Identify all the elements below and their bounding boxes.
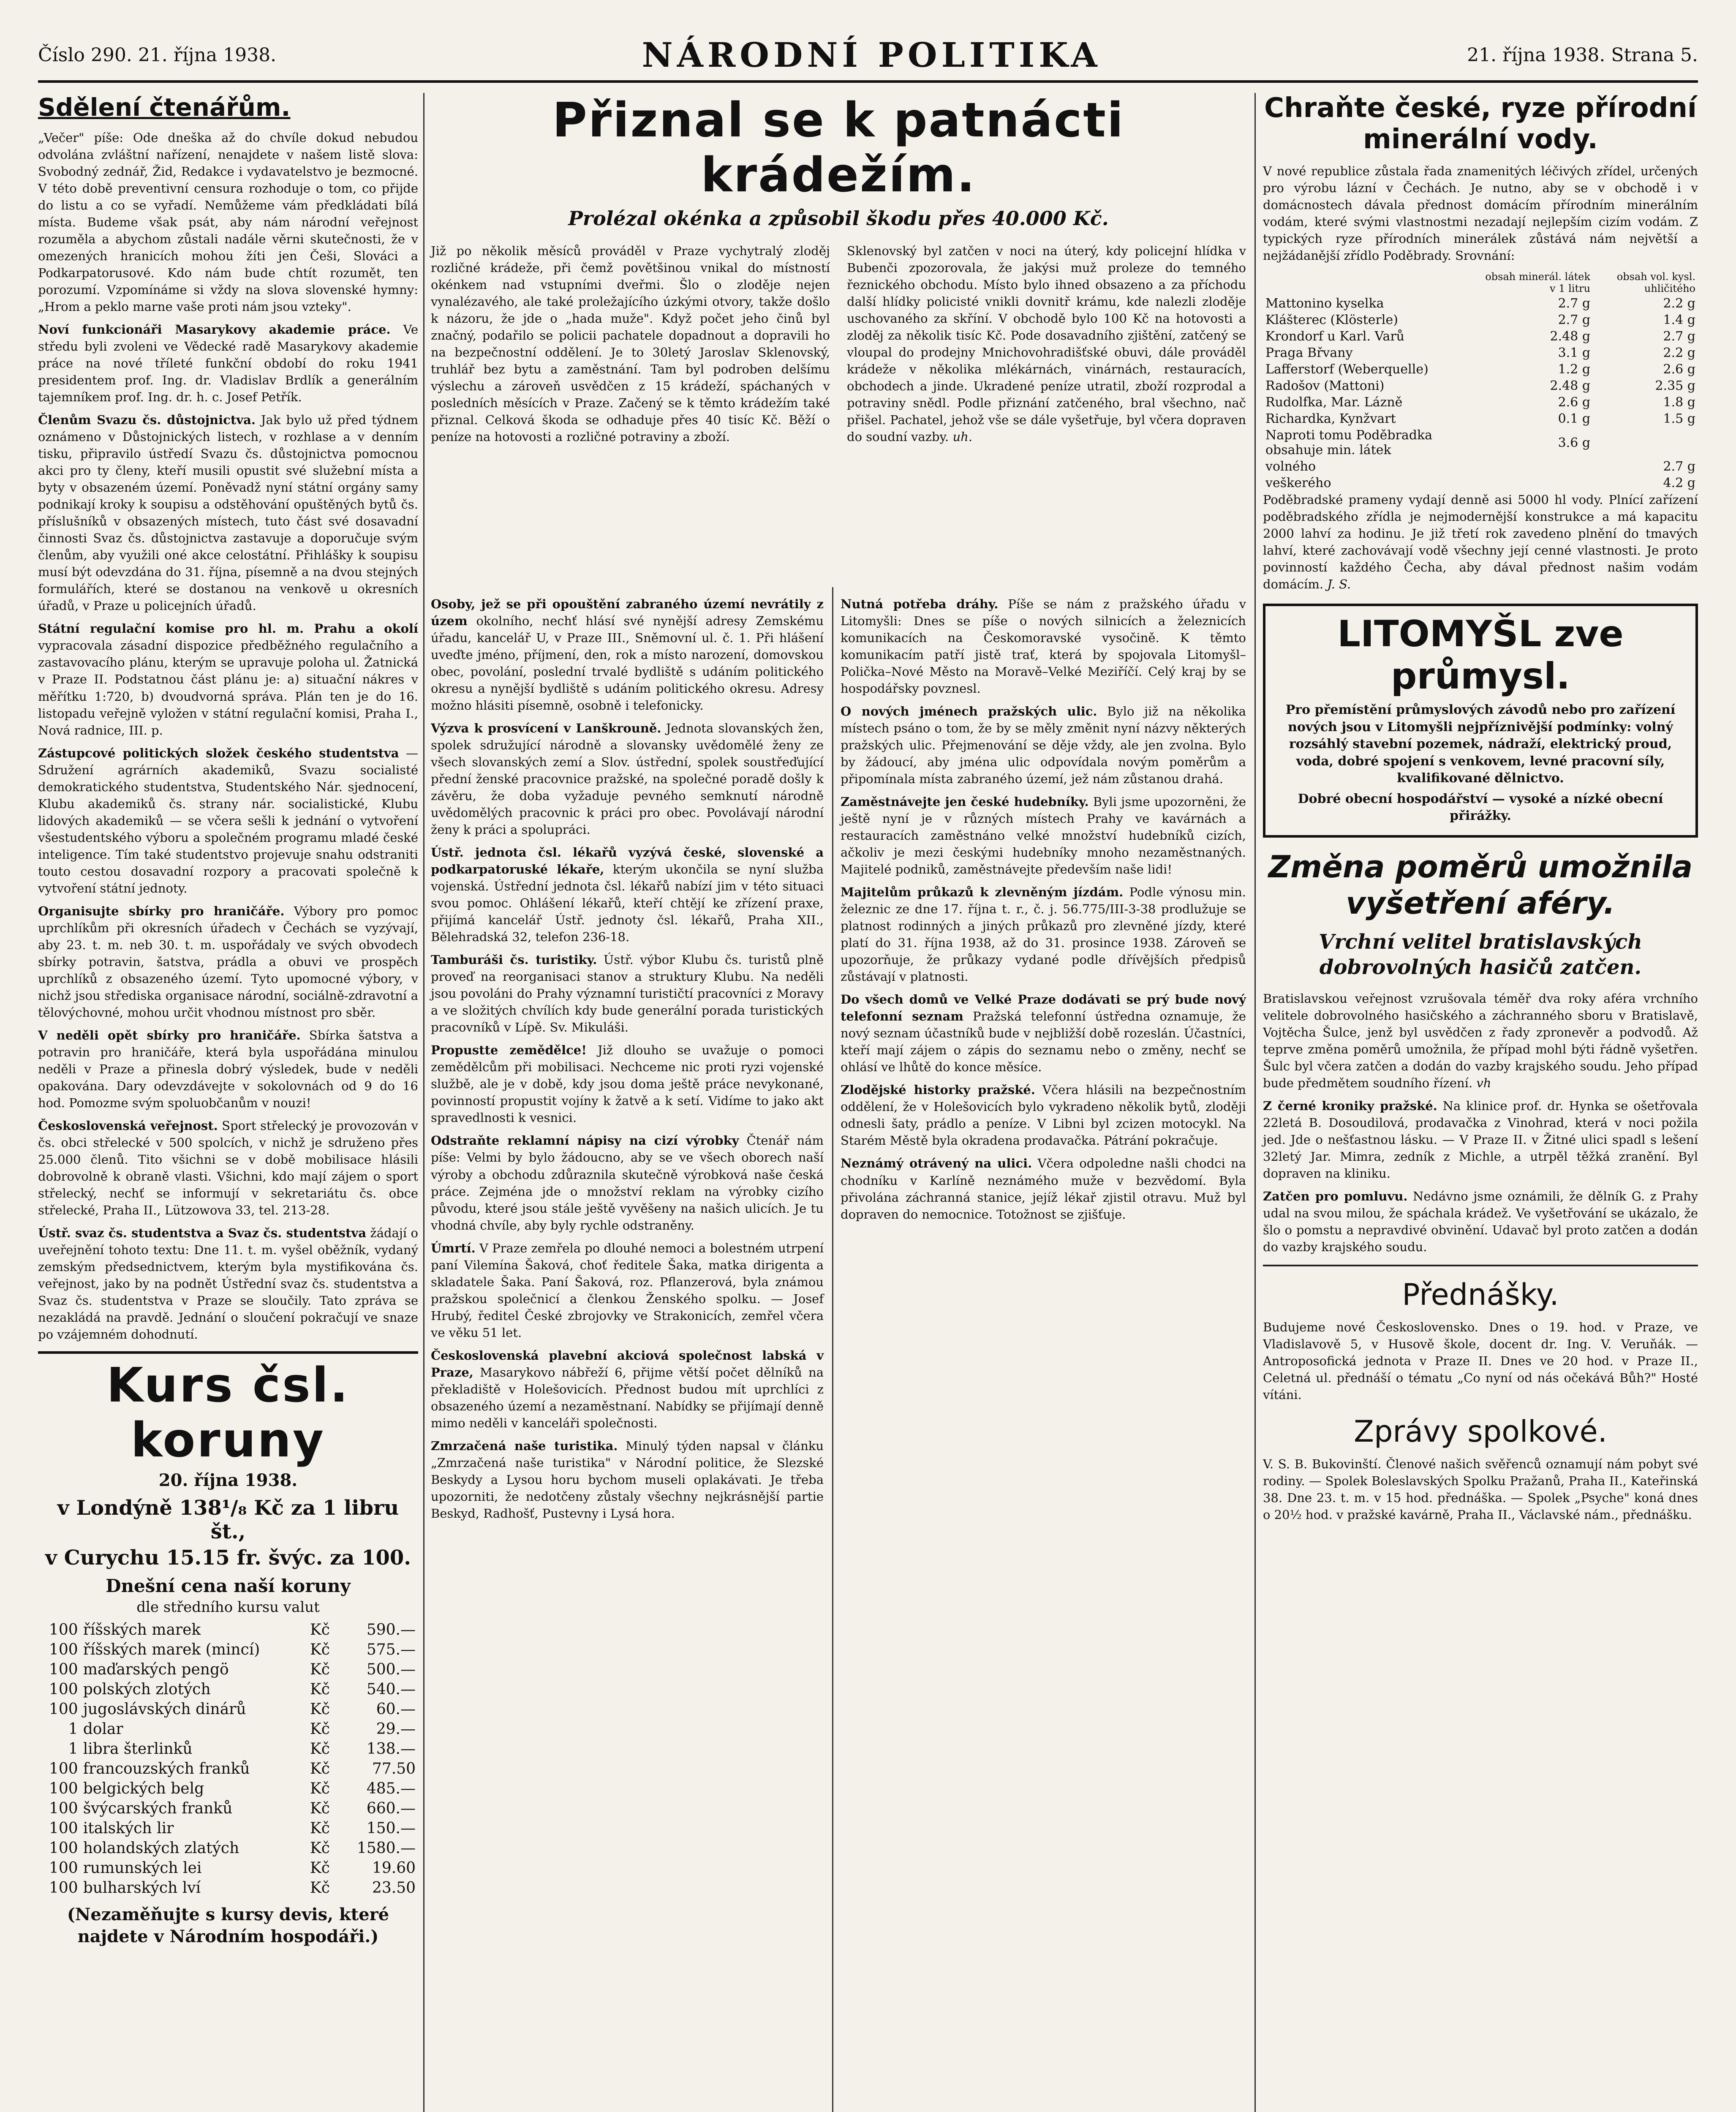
water-co2: 2.35 g <box>1655 378 1695 394</box>
society-news-text: V. S. B. Bukovinští. Členové našich svěřenců oznamují nám pobyt své rodiny. — Spolek Boleslavských Spolku Pražanů, Praha II., Kateřinská 38. Dne 23. t. m. v 15 hod. přednáška. — Spolek „Psyche" koná dnes o 20½ hod. v pražské kavárně, Praha II., Václavské nám., přednášku. <box>1263 1456 1698 1522</box>
mineral-water-row <box>1263 427 1698 458</box>
news-item-title: Členům Svazu čs. důstojnictva. <box>38 413 256 427</box>
rate-currency: francouzských franků <box>83 1760 250 1778</box>
rate-unit: Kč <box>310 1840 330 1857</box>
water-name: Naproti tomu Poděbradka obsahuje min. látek <box>1265 428 1433 458</box>
rate-value: 590.— <box>366 1621 416 1639</box>
news-item-text: Čtenář nám píše: Velmi by bylo žádoucno, aby se ve všech oborech naší výroby a obchodu zdůraznila skutečně výrobková naše česká práce. Zejména jde o množství reklam na výrobky cizího původu, které jsou stále ještě vyvěšeny na našich ulicích. Je tu vhodná chvíle, aby byly rychle odstraněny. <box>431 1133 824 1233</box>
news-item-title: Noví funkcionáři Masarykovy akademie práce. <box>38 322 391 337</box>
news-item-text: Sport střelecký je provozován v čs. obci střelecké v 500 spolcích, v nichž je sdruženo přes 25.000 členů. Tito všichni se v době mobilisace hlásili dobrovolně k obraně vlasti. Všichni, kdo mají zájem o sport střelecký, nechť se informují v sekretariátu čs. obce střelecké, Praha II., Lützowova 33, tel. 213-28. <box>38 1118 418 1217</box>
advert-text: Pro přemístění průmyslových závodů nebo pro zařízení nových jsou v Litomyšli nejpříznivější podmínky: volný rozsáhlý stavební pozemek, nádraží, elektrický proud, voda, dobré spojení s venkovem, levné pracovní síly, kvalifikované dělnictvo. <box>1285 702 1676 786</box>
news-item-title: Zlodějské historky pražské. <box>841 1083 1035 1097</box>
rate-amount: 100 <box>49 1780 78 1798</box>
news-item-title: Státní regulační komise pro hl. m. Prahu a okolí <box>38 621 418 636</box>
rate-amount: 100 <box>49 1760 78 1778</box>
lectures-heading: Přednášky. <box>1402 1277 1559 1312</box>
rate-amount: 100 <box>49 1840 78 1857</box>
news-item-title: Tamburáši čs. turistiky. <box>431 953 597 967</box>
rate-amount: 1 <box>68 1740 78 1758</box>
mineral-water-row <box>1263 345 1698 361</box>
mineral-water-row <box>1263 328 1698 345</box>
water-name: Radošov (Mattoni) <box>1265 378 1385 394</box>
news-item-text: Nedávno jsme oznámili, že dělník G. z Prahy udal na svou milou, že spáchala krádež. Ve vyšetřování se ukázalo, že šlo o pomstu a nepravdivé obvinění. Udavač byl proto zatčen a dodán do vazby krajského soudu. <box>1263 1189 1698 1254</box>
currency-rates-table <box>38 1620 418 1898</box>
news-item-text: Včera odpoledne našli chodci na chodníku v Karlíně neznámého muže v bezvědomí. Byla přivolána záchranná stanice, jejíž lékař zjistil otravu. Muž byl dopraven do nemocnice. Totožnost se zjišťuje. <box>841 1156 1246 1222</box>
water-name: Praga Břvany <box>1265 346 1353 361</box>
water-co2: 2.2 g <box>1663 296 1695 311</box>
news-item <box>431 596 824 714</box>
currency-note: (Nezaměňujte s kursy devis, které najdete v Národním hospodáři.) <box>67 1905 389 1947</box>
currency-rate-row <box>38 1640 418 1660</box>
water-name: veškerého <box>1265 476 1331 491</box>
rate-unit: Kč <box>310 1780 330 1798</box>
column-4 <box>1263 93 1698 1529</box>
rate-unit: Kč <box>310 1661 330 1679</box>
news-item-text: V Praze zemřela po dlouhé nemoci a bolestném utrpení paní Vilemína Šaková, choť ředitele Šaka, matka dirigenta a skladatele Šaka. Paní Šaková, roz. Pflanzerová, byla známou pražskou společnicí a členkou Ženského spolku. — Josef Hrubý, ředitel České zbrojovky ve Strakonicích, zemřel včera ve věku 51 let. <box>431 1241 824 1340</box>
news-item-text: Minulý týden napsal v článku „Zmrzačená naše turistika" v Národní politice, že Slezské Beskydy a Lysou horu bychom museli oplakávati. Je třeba upozorniti, že nedotčeny zůstaly všechny nejkrásnější partie Beskyd, Radhošť, Pustevny i Lysá hora. <box>431 1438 824 1521</box>
news-items <box>38 321 418 1343</box>
currency-rates-date: 20. října 1938. <box>158 1470 298 1491</box>
rate-unit: Kč <box>310 1641 330 1659</box>
currency-rate-row <box>38 1699 418 1719</box>
news-item <box>38 1027 418 1111</box>
rate-amount: 1 <box>68 1720 78 1738</box>
rate-currency: říšských marek (mincí) <box>83 1641 260 1659</box>
water-co2: 1.8 g <box>1663 395 1695 410</box>
rate-value: 1580.— <box>356 1840 416 1857</box>
news-item <box>431 720 824 838</box>
water-mineral: 2.7 g <box>1558 313 1591 328</box>
zmena-text <box>1263 990 1698 1091</box>
rate-currency: belgických belg <box>83 1780 204 1798</box>
news-item <box>431 951 824 1036</box>
water-co2: 1.4 g <box>1663 313 1695 328</box>
zmena-body: Bratislavskou veřejnost vzrušovala téměř dva roky aféra vrchního velitele dobrovolného hasičského a záchranného sboru v Bratislavě, Vojtěcha Šulce, jenž byl usvědčen z řady zpronevěr a podvodů. Až teprve změna poměrů umožnila, že případ mohl býti řádně vyšetřen. Šulc byl včera zatčen a dodán do vazby krajského soudu. Jeho případ bude předmětem soudního řízení. <box>1263 991 1698 1090</box>
news-item-title: Z černé kroniky pražské. <box>1263 1098 1437 1113</box>
news-item <box>1263 1188 1698 1255</box>
water-name: Lafferstorf (Weberquelle) <box>1265 362 1429 377</box>
rate-value: 575.— <box>366 1641 416 1659</box>
rate-value: 500.— <box>366 1661 416 1679</box>
mineral-water-row <box>1263 458 1698 475</box>
water-name: Rudolfka, Mar. Lázně <box>1265 395 1403 410</box>
news-item-title: Zástupcové politických složek českého studentstva <box>38 746 399 760</box>
main-story-paragraph <box>847 242 1246 445</box>
rate-value: 138.— <box>366 1740 416 1758</box>
currency-rate-row <box>38 1679 418 1699</box>
news-item-title: Odstraňte reklamní nápisy na cizí výrobky <box>431 1133 739 1148</box>
rate-basis: dle středního kursu valut <box>136 1599 320 1616</box>
news-item-text: Byli jsme upozorněni, že ještě nyní je v různých místech Prahy ve kavárnách a restauracích zaměstnáno velké množství hudebníků cizích, ačkoliv je mezi českými hudebníky mnoho nezaměstnaných. Majitelé podniků, zaměstnávejte především naše lidi! <box>841 795 1246 877</box>
advert-contact: Dobré obecní hospodářství — vysoké a nízké obecní přirážky. <box>1298 791 1663 824</box>
news-item-text: žádají o uveřejnění tohoto textu: Dne 11. t. m. vyšel oběžník, vydaný zemským předsednictvem, kterým byla mystifikována čs. veřejnost, jako by na podnět Ústřední svaz čs. studentstva a Svaz čs. studentstva v Praze se sloučily. Tato zpráva se nezakládá na pravdě. Jednání o sloučení pokračují ve snaze po vzájemném dohodnutí. <box>38 1225 418 1342</box>
lectures-text: Budujeme nové Československo. Dnes o 19. hod. v Praze, ve Vladislavově 5, v Husově škole, docent dr. Ing. V. Veruňák. — Antroposofická jednota v Praze II. Dnes ve 20 hod. v Praze II., Celetná ul. přednáší o tématu „Co nyní od nás očekává Bůh?" Hosté vítáni. <box>1263 1320 1698 1402</box>
header-name <box>1263 270 1482 295</box>
page-info: 21. října 1938. Strana 5. <box>1467 44 1698 66</box>
water-co2 <box>1593 427 1698 458</box>
water-name: Klášterec (Klösterle) <box>1265 313 1398 328</box>
rate-currency: rumunských lei <box>83 1859 202 1877</box>
news-item <box>841 596 1246 697</box>
rate-currency: říšských marek <box>83 1621 201 1639</box>
news-item-title: O nových jménech pražských ulic. <box>841 704 1097 719</box>
news-item-text: vypracovala zásadní dispozice předběžného regulačního a zastavovacího plánu, kterým se upravuje poloha ul. Žatnická v Praze II. Podstatnou část plánu je: a) situační nákres v měřítku 1:720, b) dvoudvorná správa. Plán ten je do 16. listopadu veřejně vyložen v státní regulační komisi, Praha I., Nová radnice, III. p. <box>38 638 418 738</box>
rate-currency: švýcarských franků <box>83 1800 233 1818</box>
mineral-water-signature: J. S. <box>1327 577 1351 592</box>
main-subheadline: Prolézal okénka a způsobil škodu přes 40.000 Kč. <box>568 207 1109 230</box>
news-item <box>841 703 1246 787</box>
rate-value: 77.50 <box>372 1760 416 1778</box>
news-item-title: Úmrtí. <box>431 1241 476 1255</box>
news-item <box>431 844 824 945</box>
mineral-water-row <box>1263 475 1698 491</box>
mineral-water-table <box>1263 270 1698 491</box>
water-co2: 1.5 g <box>1663 411 1695 427</box>
water-name: Mattonino kyselka <box>1265 296 1384 311</box>
currency-rate-row <box>38 1779 418 1799</box>
news-item-title: Ústř. svaz čs. studentstva a Svaz čs. studentstva <box>38 1225 366 1240</box>
news-item <box>38 1225 418 1343</box>
news-item <box>38 321 418 406</box>
water-mineral: 2.7 g <box>1558 296 1591 311</box>
rate-unit: Kč <box>310 1760 330 1778</box>
news-item <box>38 620 418 738</box>
mineral-water-text <box>1263 491 1698 593</box>
rate-amount: 100 <box>49 1800 78 1818</box>
rate-unit: Kč <box>310 1681 330 1698</box>
news-item-text: Bylo již na několika místech psáno o tom, že by se měly změnit nyní názvy některých pražských ulic. Přejmenování se děje vždy, ale jen zvolna. Bylo by žádoucí, aby jména ulic odpovídala novým poměrům a připomínala místa zabraného území, jež nám zůstanou drahá. <box>841 704 1246 787</box>
news-item-text: okolního, nechť hlásí své nynější adresy Zemskému úřadu, kancelář U, v Praze III., Sněmovní ul. č. 1. Při hlášení uveďte jméno, příjmení, den, rok a místo narození, domovskou obec, povolání, poslední trvalé bydliště s udáním politického okresu a nynější bydliště s udáním politického okresu. Adresy možno hlásiti písemně, osobně i telefonicky. <box>431 614 824 713</box>
header-co2: obsah vol. kysl. uhličitého <box>1616 271 1695 295</box>
rate-amount: 100 <box>49 1621 78 1639</box>
rate-amount: 100 <box>49 1859 78 1877</box>
news-item <box>38 411 418 614</box>
water-mineral <box>1482 458 1593 475</box>
water-mineral: 2.6 g <box>1558 395 1591 410</box>
rate-unit: Kč <box>310 1800 330 1818</box>
currency-rate-row <box>38 1759 418 1779</box>
news-item <box>431 1132 824 1233</box>
news-item-text: Na klinice prof. dr. Hynka se ošetřovala 22letá B. Dosoudilová, prodavačka z Vinohrad, která v noci požila jed. Jde o nešťastnou lásku. — V Praze II. v Žitné ulici spadl s lešení 32letý Jar. Mimra, zedník z Michle, a utrpěl těžká zranění. Byl dopraven na kliniku. <box>1263 1098 1698 1181</box>
rate-unit: Kč <box>310 1859 330 1877</box>
water-mineral <box>1482 475 1593 491</box>
mineral-water-heading: Chraňte české, ryze přírodní minerální vody. <box>1264 93 1697 155</box>
litomysl-advert <box>1263 604 1698 838</box>
currency-rate-row <box>38 1660 418 1679</box>
rate-currency: italských lir <box>83 1820 174 1837</box>
news-item <box>431 1042 824 1126</box>
news-item-title: Do všech domů ve Velké Praze dodávati se prý bude nový telefonní seznam <box>841 992 1246 1024</box>
news-item-text: Sbírka šatstva a potravin pro hraničáře, která byla uspořádána minulou neděli v Praze a přinesla dobrý výsledek, bude v neděli opakována. Dary odevzdávejte v sokolovnách od 9 do 16 hod. Pomozme svým spoluobčanům v nouzi! <box>38 1028 419 1110</box>
news-item <box>841 884 1246 985</box>
news-item-text: Masarykovo nábřeží 6, přijme větší počet dělníků na překladiště v Holešovicích. Přednost budou mít uprchlíci z obsazeného území a nezaměstnaní. Nabídky se přijímají denně mimo neděli v kanceláři společnosti. <box>431 1365 824 1430</box>
news-item-title: Propustte zemědělce! <box>431 1043 587 1058</box>
news-item-title: Výzva k prosvícení v Lanškrouně. <box>431 721 661 736</box>
currency-rate-row <box>38 1620 418 1640</box>
rate-value: 485.— <box>366 1780 416 1798</box>
rate-amount: 100 <box>49 1879 78 1897</box>
news-item-text: — Sdružení agrárních akademiků, Svazu socialisté demokratického studentstva, Studentského Nár. sjednocení, Klubu akademiků čs. strany nár. socialistické, Klubu lidových akademiků — se včera sešli k jednání o vytvoření všestudentského výboru a společném programu mladé české inteligence. Tím také studentstvo projevuje snahu odstraniti touto cestou dosavadní rozpory a pracovati společně k vytvoření státní jednoty. <box>38 746 419 895</box>
rate-value: 23.50 <box>372 1879 416 1897</box>
mineral-water-row <box>1263 295 1698 312</box>
news-item <box>841 1081 1246 1149</box>
rate-currency: holandských zlatých <box>83 1840 239 1857</box>
zurich-rate: v Curychu 15.15 fr. švýc. za 100. <box>45 1546 411 1570</box>
rate-currency: dolar <box>83 1720 123 1738</box>
news-item <box>841 793 1246 878</box>
water-co2: 2.6 g <box>1663 362 1695 377</box>
rate-amount: 100 <box>49 1681 78 1698</box>
rate-currency: jugoslávských dinárů <box>83 1701 246 1718</box>
society-news-heading: Zprávy spolkové. <box>1354 1414 1607 1449</box>
main-headline: Přiznal se k patnácti krádežím. <box>552 93 1125 203</box>
rate-amount: 100 <box>49 1701 78 1718</box>
news-item-text: Pražská telefonní ústředna oznamuje, že nový seznam účastníků bude v nejbližší době rozeslán. Účastníci, kteří mají zájem o zápis do seznamu nebo o změny, nechť se ohlásí ve lhůtě do konce měsíce. <box>841 1009 1246 1075</box>
main-story-signature: uh. <box>952 430 973 444</box>
mineral-water-body: Poděbradské prameny vydají denně asi 5000 hl vody. Plnící zařízení poděbradského zřídla je nejmodernější konstrukce a má kapacitu 2000 lahví za hodinu. Je již třetí rok zavedeno plnění do tmavých lahví, které zachovávají vodě všechny její cenné vlastnosti. Je proto povinností každého Čecha, aby dával přednost našim vodám domácím. <box>1263 493 1698 592</box>
column-1 <box>38 93 418 1948</box>
water-name: Krondorf u Karl. Varů <box>1265 329 1405 344</box>
news-item <box>1263 1097 1698 1182</box>
newspaper-page <box>38 30 1698 2112</box>
news-item-text: Výbory pro pomoc uprchlíkům při okresních úřadech v Čechách se vyzývají, aby 23. t. m. neb 30. t. m. uspořádaly ve svých obvodech sbírky potravin, šatstva, prádla a obuvi ve prospěch uprchlíků z obsazeného území. Tyto upomocné výbory, v nichž jsou střediska organisace národní, sociálně-zdravotní a tělovýchovné, mohou určit vhodnou místnost pro sběr. <box>38 904 419 1020</box>
news-item-title: Neznámý otrávený na ulici. <box>841 1156 1032 1171</box>
zmena-signature: vh <box>1476 1075 1491 1090</box>
mineral-water-row <box>1263 312 1698 328</box>
rate-unit: Kč <box>310 1740 330 1758</box>
main-story-body <box>431 242 1246 451</box>
news-item-text: Píše se nám z pražského úřadu v Litomyšli: Dnes se píše o nových silnicích a železnicích komunikacích na Českomoravské vysočině. K těmto komunikacím patří jistě trať, která by spojovala Litomyšl–Polička–Nové Město na Moravě–Velké Meziříčí. Celý kraj by se hospodářsky povznesl. <box>841 597 1246 696</box>
currency-rate-row <box>38 1719 418 1739</box>
news-item-text: Ve středu byli zvoleni ve Vědecké radě Masarykovy akademie práce na nové tříleté funkční období do roku 1941 presidentem prof. Ing. dr. Vladislav Brdlík a generálním tajemníkem prof. Ing. dr. h. c. Josef Petřík. <box>38 322 418 405</box>
news-item-title: Československá veřejnost. <box>38 1118 218 1133</box>
advert-title: LITOMYŠL zve průmysl. <box>1337 613 1624 698</box>
mineral-water-row <box>1263 394 1698 411</box>
rate-unit: Kč <box>310 1879 330 1897</box>
header-mineral: obsah minerál. látek v 1 litru <box>1485 271 1591 295</box>
news-item <box>841 1155 1246 1222</box>
news-item-title: Zatčen pro pomluvu. <box>1263 1189 1408 1203</box>
mineral-water-intro: V nové republice zůstala řada znamenitých léčivých zřídel, určených pro výrobu lázní v Čechách. Je nutno, aby se v obchodě i v domácnostech dávala přednost domácím přírodním minerálním vodám, které svými vlastnostmi nezadají nejlepším cizím vodám. Z typických ryze přírodních minerálek zůstává nám největší a nejžádanější zřídlo Poděbrady. Srovnání: <box>1263 164 1698 263</box>
rate-unit: Kč <box>310 1701 330 1718</box>
section-divider <box>1263 1265 1698 1266</box>
water-mineral: 3.1 g <box>1558 346 1591 361</box>
news-item-text: Včera hlásili na bezpečnostním oddělení, že v Holešovicích bylo vykradeno několik bytů, zloději odnesli šaty, prádlo a peníze. V Libni byl zcizen motocykl. Na Starém Městě byla okradena prodavačka. Pátrání pokračuje. <box>841 1083 1246 1148</box>
water-mineral: 1.2 g <box>1558 362 1591 377</box>
mineral-water-row <box>1263 411 1698 427</box>
news-item <box>38 903 418 1021</box>
news-item-text: kterým ukončila se nyní služba vojenská. Ústřední jednota čsl. lékařů nabízí jim v této situaci svou pomoc. Ohlášení lékařů, kteří chtějí ke zřízení praxe, přijímá kancelář Ústř. jednoty čsl. lékařů, Praha XII., Bělehradská 32, telefon 236-18. <box>431 862 824 944</box>
london-rate: v Londýně 138¹/₈ Kč za 1 libru št., <box>57 1496 399 1544</box>
currency-rate-row <box>38 1838 418 1858</box>
sdeleni-text: „Večer" píše: Ode dneška až do chvíle dokud nebudou odvolána zvláštní nařízení, nenajdete v našem listě slova: Svobodný zednář, Žid, Redakce i vydavatelstvo je bezmocné. V této době preventivní censura rozhoduje o tom, co přijde do listu a co se vyřadí. Nemůžeme vám předkládati bílá místa. Budeme však psát, aby nám národní veřejnost rozuměla a abychom zůstali nadále věrni skutečnosti, že v omezených hranicích mohou žíti jen Češi, Slováci a Podkarpatorusové. Kdo nám bude chtít rozumět, ten porozumí. Vzpomínáme si vždy na slova slovenské hymny: „Hrom a peklo marne vaše proti nám jsou vzteky". <box>38 131 418 314</box>
rate-amount: 100 <box>49 1661 78 1679</box>
column-divider <box>423 93 424 2112</box>
water-mineral: 3.6 g <box>1558 435 1591 450</box>
news-item-title: V neděli opět sbírky pro hraničáře. <box>38 1028 301 1042</box>
rate-value: 540.— <box>366 1681 416 1698</box>
water-co2: 2.2 g <box>1663 346 1695 361</box>
main-story-text: Sklenovský byl zatčen v noci na úterý, kdy policejní hlídka v Bubenči zpozorovala, že jakýsi muž proleze do temného řeznického obchodu. Místo bylo ihned obsazeno a za příchodu další hlídky policisté vnikli dovnitř krámu, kde nalezli zloděje uschovaného za skříní. V obchodě bylo 100 Kč na hotovosti a zloděj za několik tisíc Kč. Pode dosavadního zjištění, zatčený se vloupal do prodejny Mnichovohradišťské obuvi, dále prováděl krádeže v několika mlékárnách, vinárnách, restauracích, obchodech a jinde. Ukradené peníze utratil, zboží rozprodal a potraviny snědl. Podle přiznání zatčeného, bral všechno, nač přišel. Pachatel, jehož vše se dále vyšetřuje, byl včera dopraven do soudní vazby. <box>847 244 1246 444</box>
rate-currency: maďarských pengö <box>83 1661 229 1679</box>
official-price-heading: Dnešní cena naší koruny <box>106 1576 351 1597</box>
rate-unit: Kč <box>310 1820 330 1837</box>
mineral-water-row <box>1263 378 1698 394</box>
zmena-heading: Změna poměrů umožnila vyšetření aféry. <box>1268 849 1693 921</box>
rate-value: 60.— <box>376 1701 416 1718</box>
currency-rates-title: Kurs čsl. koruny <box>106 1358 350 1468</box>
news-item <box>38 745 418 897</box>
currency-rate-row <box>38 1818 418 1838</box>
news-item-text: Již dlouho se uvažuje o pomoci zemědělcům při mobilisaci. Nechceme nic proti ryzi vojenské službě, ale je v době, kdy jsou doma ještě práce nevykonané, povinností propustit vojíny k žatvě a k setí. Vidíme to jako akt spravedlnosti k vesnici. <box>431 1043 824 1125</box>
rate-value: 150.— <box>366 1820 416 1837</box>
currency-rate-row <box>38 1799 418 1818</box>
news-item-title: Ústř. jednota čsl. lékařů vyzývá české, slovenské a podkarpatoruské lékaře, <box>431 845 824 877</box>
rate-value: 19.60 <box>372 1859 416 1877</box>
currency-rates-box <box>38 1351 418 1948</box>
rate-currency: polských zlotých <box>83 1681 211 1698</box>
column-divider <box>1254 93 1256 2112</box>
news-item <box>841 991 1246 1075</box>
currency-rate-row <box>38 1739 418 1759</box>
water-mineral: 0.1 g <box>1558 411 1591 427</box>
newspaper-title: NÁRODNÍ POLITIKA <box>642 35 1102 75</box>
rate-currency: libra šterlinků <box>83 1740 193 1758</box>
news-item <box>431 1347 824 1432</box>
news-item-text: Jak bylo už před týdnem oznámeno v Důstojnických listech, v rozhlase a v denním tisku, připravilo ústředí Svazu čs. důstojnictva pomocnou akci pro ty členy, kteří musili opustit své služební místa a byty v obsazeném území. Poněvadž nyní státní orgány samy podnikají kroky k soupisu a odstěhování opuštěných bytů čs. příslušníků v obsazených místech, tuto část své dosavadní činnosti Svaz čs. důstojnictva zastavuje a doporučuje svým členům, aby využili oné akce celostátní. Přihlášky k soupisu musí být odevzdána do 31. října, písemně a na dvou stejných formulářích, které se dostanou na venkově u okresních úřadů, v Praze u policejních úřadů. <box>38 413 418 613</box>
news-item-title: Zaměstnávejte jen české hudebníky. <box>841 795 1089 809</box>
news-item <box>431 1437 824 1522</box>
news-item-title: Zmrzačená naše turistika. <box>431 1438 618 1453</box>
mineral-water-header-row <box>1263 270 1698 295</box>
water-mineral: 2.48 g <box>1550 329 1591 344</box>
currency-rate-row <box>38 1858 418 1878</box>
column-2 <box>431 596 824 1528</box>
column-3 <box>841 596 1246 1229</box>
news-item-title: Majitelům průkazů k zlevněným jízdám. <box>841 885 1124 900</box>
news-item-text: Podle výnosu min. železnic ze dne 17. října t. r., č. j. 56.775/III-3-38 prodlužuje se platnost rodinných a jiných průkazů pro zlevněné jízdy, které platí do 31. října 1938, až do 31. prosince 1938. Zároveň se upozorňuje, že průkazy vydané podle dřívějších předpisů zůstávají v platnosti. <box>841 885 1246 984</box>
rate-currency: bulharských lví <box>83 1879 201 1897</box>
news-item-title: Československá plavební akciová společnost labská v Praze, <box>431 1348 824 1380</box>
currency-rate-row <box>38 1878 418 1898</box>
main-story <box>431 93 1246 451</box>
news-item-title: Nutná potřeba dráhy. <box>841 597 999 611</box>
water-name: Richardka, Kynžvart <box>1265 411 1396 427</box>
rate-amount: 100 <box>49 1820 78 1837</box>
water-name: volného <box>1265 459 1316 474</box>
news-item <box>431 1240 824 1341</box>
mineral-water-row <box>1263 361 1698 378</box>
rate-unit: Kč <box>310 1720 330 1738</box>
water-co2: 2.7 g <box>1663 459 1695 474</box>
water-mineral: 2.48 g <box>1550 378 1591 394</box>
news-item <box>38 1117 418 1219</box>
news-item-title: Osoby, jež se při opouštění zabraného území nevrátily z územ <box>431 597 824 629</box>
sdeleni-heading: Sdělení čtenářům. <box>38 93 291 122</box>
main-story-paragraph: Již po několik měsíců prováděl v Praze vychytralý zloděj rozličné krádeže, při čemž povětšinou vnikal do místností okénkem nad vstupními dveřmi. Šlo o zloděje nejen vynalézavého, ale také proležajícího úzkými otvory, takže došlo k názoru, že jde o „hada muže". Když počet jeho činů byl značný, podařilo se policii pachatele dopadnout a dopravili ho na bezpečnostní oddělení. Je to 30letý Jaroslav Sklenovský, truhlář bez bytu a zaměstnání. Tam byl podroben delšímu výslechu a zároveň usvědčen z 15 krádeží, spáchaných v posledních měsících v Praze. Začený se k těmto krádežím také přiznal. Celková škoda se odhaduje přes 40 tisíc Kč. Běží o peníze na hotovosti a rozličné potraviny a zboží. <box>431 244 830 444</box>
column-divider <box>832 587 833 2112</box>
issue-info: Číslo 290. 21. října 1938. <box>38 44 277 66</box>
zmena-subheading: Vrchní velitel bratislavských dobrovolných hasičů zatčen. <box>1319 930 1642 979</box>
water-co2: 4.2 g <box>1663 476 1695 491</box>
water-co2: 2.7 g <box>1663 329 1695 344</box>
masthead <box>38 30 1698 83</box>
news-item-text: Jednota slovanských žen, spolek sdružující národně a slovansky uvědomělé ženy ze všech slovanských zemí a Slov. ústřední, spolek soustřeďující přední ženské pracovnice pražské, na společné poradě došly k závěru, že doba vyžaduje pevného semknutí národně uvědomělých pracovnic k práci pro obec. Povolávají národní ženy k práci a spolupráci. <box>431 721 824 837</box>
rate-value: 29.— <box>376 1720 416 1738</box>
rate-amount: 100 <box>49 1641 78 1659</box>
rate-value: 660.— <box>366 1800 416 1818</box>
news-item-text: Ústř. výbor Klubu čs. turistů plně proveď na reorganisaci stanov a struktury Klubu. Na neděli jsou povoláni do Prahy významní turističtí pracovníci z Moravy a ve složitých chvílích kdy bude generální porada turistických pracovníků v Lípě. Sv. Mikuláši. <box>431 953 824 1035</box>
news-item-title: Organisujte sbírky pro hraničáře. <box>38 904 285 918</box>
rate-unit: Kč <box>310 1621 330 1639</box>
